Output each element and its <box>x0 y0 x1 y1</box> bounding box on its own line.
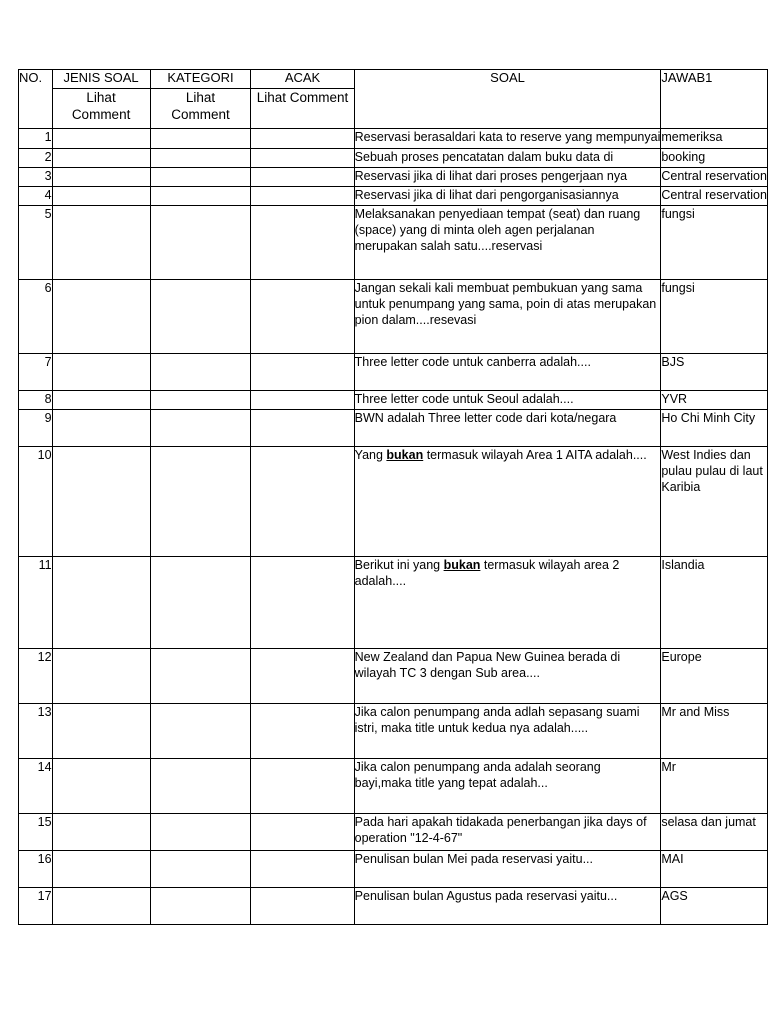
soal-text <box>355 447 661 463</box>
jawab-cell[interactable] <box>661 149 768 168</box>
acak-cell[interactable] <box>251 851 354 888</box>
kategori-cell[interactable] <box>150 149 251 168</box>
kategori-cell[interactable] <box>150 759 251 814</box>
soal-cell[interactable] <box>354 814 661 851</box>
soal-text: Three letter code untuk canberra adalah.... <box>354 355 591 369</box>
soal-cell[interactable] <box>354 410 661 447</box>
jawab-text: MAI <box>661 852 684 866</box>
jawab-text: Mr and Miss <box>661 705 730 719</box>
row-number: 16 <box>19 851 53 888</box>
kategori-cell[interactable] <box>150 888 251 925</box>
jawab-text: Ho Chi Minh City <box>661 411 756 425</box>
acak-cell[interactable] <box>251 557 354 649</box>
kategori-cell[interactable] <box>150 354 251 391</box>
lihat-label: Lihat <box>185 90 216 105</box>
jawab-cell[interactable] <box>661 447 768 557</box>
jawab-text: Europe <box>661 650 702 664</box>
kategori-cell[interactable] <box>150 851 251 888</box>
jenis-soal-cell[interactable] <box>52 149 150 168</box>
row-number: 2 <box>19 149 53 168</box>
soal-emphasis: bukan <box>443 558 481 572</box>
acak-cell[interactable] <box>251 759 354 814</box>
acak-cell[interactable] <box>251 129 354 149</box>
jawab-cell[interactable] <box>661 391 768 410</box>
soal-text: Reservasi jika di lihat dari pengorganisasiannya <box>354 188 619 202</box>
table-row[interactable] <box>19 354 768 391</box>
soal-text: Sebuah proses pencatatan dalam buku data di <box>354 150 614 164</box>
table-row[interactable] <box>19 206 768 280</box>
jawab-text: AGS <box>661 889 688 903</box>
kategori-cell[interactable] <box>150 206 251 280</box>
jenis-soal-cell[interactable] <box>52 280 150 354</box>
row-number: 1 <box>19 129 53 149</box>
soal-cell[interactable] <box>354 354 661 391</box>
jawab-text: memeriksa <box>661 130 723 144</box>
table-row[interactable] <box>19 410 768 447</box>
jawab-cell[interactable] <box>661 814 768 851</box>
soal-text: Reservasi jika di lihat dari proses pengerjaan nya <box>354 169 628 183</box>
soal-cell[interactable] <box>354 759 661 814</box>
soal-text: Penulisan bulan Agustus pada reservasi yaitu... <box>354 889 618 903</box>
soal-cell[interactable] <box>354 129 661 149</box>
soal-cell[interactable] <box>354 280 661 354</box>
kategori-cell[interactable] <box>150 168 251 187</box>
table-row[interactable] <box>19 447 768 557</box>
jenis-soal-cell[interactable] <box>52 129 150 149</box>
jawab-cell[interactable] <box>661 410 768 447</box>
row-number: 9 <box>19 410 53 447</box>
soal-text: Melaksanakan penyediaan tempat (seat) dan ruang (space) yang di minta oleh agen perjalanan merupakan salah satu....reservasi <box>354 207 641 253</box>
kategori-cell[interactable] <box>150 187 251 206</box>
comment-label: Comment <box>171 107 230 122</box>
acak-cell[interactable] <box>251 206 354 280</box>
table-row[interactable] <box>19 280 768 354</box>
table-row[interactable] <box>19 814 768 851</box>
soal-cell[interactable] <box>354 391 661 410</box>
jenis-soal-cell[interactable] <box>52 704 150 759</box>
row-number: 3 <box>19 168 53 187</box>
jawab-cell[interactable] <box>661 704 768 759</box>
row-number: 5 <box>19 206 53 280</box>
jenis-soal-cell[interactable] <box>52 354 150 391</box>
jenis-soal-cell[interactable] <box>52 410 150 447</box>
jawab-text: Central reservation <box>661 169 767 183</box>
jenis-soal-cell[interactable] <box>52 206 150 280</box>
row-number: 12 <box>19 649 53 704</box>
jawab-cell[interactable] <box>661 557 768 649</box>
jawab-text: West Indies dan pulau pulau di laut Karibia <box>661 448 763 494</box>
jenis-soal-cell[interactable] <box>52 759 150 814</box>
soal-text: Jika calon penumpang anda adlah sepasang suami istri, maka title untuk kedua nya adalah..... <box>354 705 640 735</box>
soal-text: Reservasi berasaldari kata to reserve yang mempunyai <box>354 130 661 144</box>
acak-cell[interactable] <box>251 704 354 759</box>
soal-cell[interactable] <box>354 649 661 704</box>
table-row[interactable] <box>19 649 768 704</box>
header-soal[interactable]: SOAL <box>354 70 661 129</box>
soal-cell[interactable] <box>354 447 661 557</box>
row-number: 8 <box>19 391 53 410</box>
soal-text: Jangan sekali kali membuat pembukuan yang sama untuk penumpang yang sama, poin di atas merupakan pion dalam....resevasi <box>354 281 657 327</box>
jawab-cell[interactable] <box>661 168 768 187</box>
jenis-soal-cell[interactable] <box>52 888 150 925</box>
acak-cell[interactable] <box>251 149 354 168</box>
kategori-cell[interactable] <box>150 814 251 851</box>
kategori-cell[interactable] <box>150 280 251 354</box>
jenis-soal-cell[interactable] <box>52 187 150 206</box>
jenis-soal-cell[interactable] <box>52 649 150 704</box>
header-no[interactable]: NO. <box>19 70 53 129</box>
soal-cell[interactable] <box>354 704 661 759</box>
table-row[interactable] <box>19 391 768 410</box>
soal-text: Penulisan bulan Mei pada reservasi yaitu... <box>354 852 593 866</box>
jawab-text: BJS <box>661 355 685 369</box>
header-kategori[interactable]: KATEGORI <box>150 70 251 89</box>
table-row[interactable] <box>19 704 768 759</box>
row-number: 6 <box>19 280 53 354</box>
header-jawab1[interactable]: JAWAB1 <box>661 70 768 129</box>
soal-text: Jika calon penumpang anda adalah seorang bayi,maka title yang tepat adalah... <box>354 760 601 790</box>
soal-text: BWN adalah Three letter code dari kota/negara <box>354 411 617 425</box>
jawab-cell[interactable] <box>661 129 768 149</box>
jawab-cell[interactable] <box>661 280 768 354</box>
question-table <box>18 69 768 925</box>
acak-cell[interactable] <box>251 410 354 447</box>
soal-text-post: termasuk wilayah area 2 adalah.... <box>354 558 620 588</box>
acak-cell[interactable] <box>251 354 354 391</box>
row-number: 15 <box>19 814 53 851</box>
acak-cell[interactable] <box>251 280 354 354</box>
jawab-text: fungsi <box>661 207 695 221</box>
soal-text: Pada hari apakah tidakada penerbangan jika days of operation "12-4-67" <box>354 815 647 845</box>
soal-cell[interactable] <box>354 557 661 649</box>
row-number: 13 <box>19 704 53 759</box>
jenis-soal-cell[interactable] <box>52 391 150 410</box>
row-number: 17 <box>19 888 53 925</box>
soal-cell[interactable] <box>354 206 661 280</box>
soal-text-pre: Berikut ini yang <box>354 558 444 572</box>
table-row[interactable] <box>19 168 768 187</box>
jawab-text: Mr <box>661 760 676 774</box>
kategori-cell[interactable] <box>150 447 251 557</box>
kategori-cell[interactable] <box>150 129 251 149</box>
acak-cell[interactable] <box>251 391 354 410</box>
comment-label: Comment <box>71 107 131 122</box>
jenis-soal-cell[interactable] <box>52 814 150 851</box>
jawab-text: selasa dan jumat <box>661 815 756 829</box>
kategori-cell[interactable] <box>150 410 251 447</box>
acak-cell[interactable] <box>251 447 354 557</box>
soal-text-pre: Yang <box>354 448 387 462</box>
soal-cell[interactable] <box>354 168 661 187</box>
table-row[interactable] <box>19 557 768 649</box>
jenis-soal-cell[interactable] <box>52 557 150 649</box>
jawab-cell[interactable] <box>661 187 768 206</box>
acak-cell[interactable] <box>251 649 354 704</box>
row-number: 10 <box>19 447 53 557</box>
jawab-cell[interactable] <box>661 851 768 888</box>
jawab-cell[interactable] <box>661 649 768 704</box>
soal-cell[interactable] <box>354 149 661 168</box>
kategori-comment-link[interactable] <box>150 89 251 129</box>
soal-text: Three letter code untuk Seoul adalah.... <box>354 392 574 406</box>
kategori-cell[interactable] <box>150 557 251 649</box>
row-number: 11 <box>19 557 53 649</box>
acak-cell[interactable] <box>251 187 354 206</box>
header-jenis-soal[interactable]: JENIS SOAL <box>52 70 150 89</box>
soal-cell[interactable] <box>354 187 661 206</box>
table-row[interactable] <box>19 759 768 814</box>
jenis-soal-cell[interactable] <box>52 851 150 888</box>
jawab-cell[interactable] <box>661 354 768 391</box>
table-row[interactable] <box>19 888 768 925</box>
kategori-cell[interactable] <box>150 391 251 410</box>
soal-text <box>355 557 661 589</box>
lihat-label: Lihat <box>86 90 116 105</box>
jenis-soal-comment-link[interactable] <box>52 89 150 129</box>
jawab-text: Islandia <box>661 558 705 572</box>
jawab-cell[interactable] <box>661 759 768 814</box>
kategori-cell[interactable] <box>150 649 251 704</box>
acak-comment-link[interactable]: Lihat Comment <box>251 89 354 129</box>
jenis-soal-cell[interactable] <box>52 447 150 557</box>
table-row[interactable] <box>19 187 768 206</box>
soal-cell[interactable] <box>354 888 661 925</box>
jawab-text: fungsi <box>661 281 695 295</box>
acak-cell[interactable] <box>251 168 354 187</box>
soal-cell[interactable] <box>354 851 661 888</box>
kategori-cell[interactable] <box>150 704 251 759</box>
jawab-cell[interactable] <box>661 206 768 280</box>
header-acak[interactable]: ACAK <box>251 70 354 89</box>
header-row-top <box>19 70 768 89</box>
soal-text: New Zealand dan Papua New Guinea berada di wilayah TC 3 dengan Sub area.... <box>354 650 621 680</box>
jawab-text: YVR <box>661 392 688 406</box>
soal-emphasis: bukan <box>386 448 424 462</box>
table-row[interactable] <box>19 149 768 168</box>
acak-cell[interactable] <box>251 814 354 851</box>
jenis-soal-cell[interactable] <box>52 168 150 187</box>
table-row[interactable] <box>19 851 768 888</box>
row-number: 7 <box>19 354 53 391</box>
acak-cell[interactable] <box>251 888 354 925</box>
jawab-text: Central reservation <box>661 188 767 202</box>
soal-text-post: termasuk wilayah Area 1 AITA adalah.... <box>423 448 647 462</box>
row-number: 14 <box>19 759 53 814</box>
jawab-cell[interactable] <box>661 888 768 925</box>
row-number: 4 <box>19 187 53 206</box>
jawab-text: booking <box>661 150 706 164</box>
table-row[interactable] <box>19 129 768 149</box>
